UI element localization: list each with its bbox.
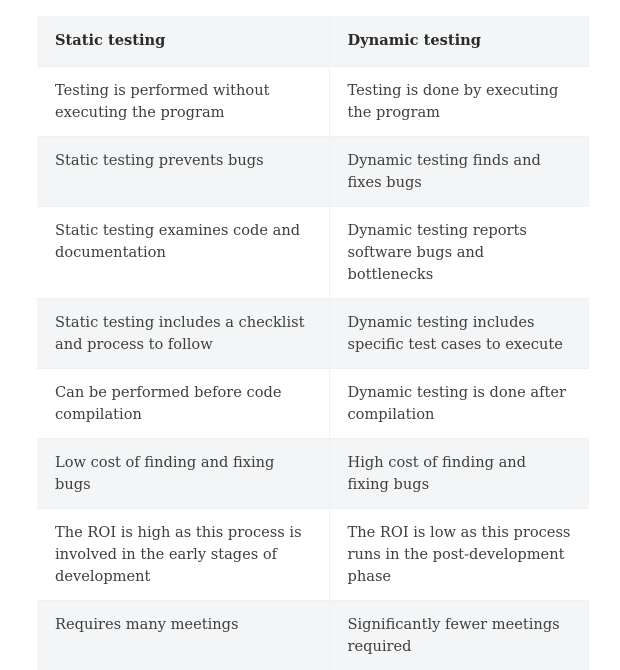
static-cell: Testing is performed without executing the program bbox=[37, 67, 329, 137]
table-row bbox=[37, 369, 589, 439]
table-row bbox=[37, 207, 589, 299]
table-header-row bbox=[37, 16, 589, 67]
table-row bbox=[37, 509, 589, 601]
static-cell: Static testing includes a checklist and process to follow bbox=[37, 299, 329, 369]
dynamic-cell: Dynamic testing is done after compilation bbox=[329, 369, 589, 439]
dynamic-cell: Dynamic testing reports software bugs and bottlenecks bbox=[329, 207, 589, 299]
header-static-testing: Static testing bbox=[37, 16, 329, 67]
dynamic-cell: Testing is done by executing the program bbox=[329, 67, 589, 137]
static-cell: The ROI is high as this process is involved in the early stages of development bbox=[37, 509, 329, 601]
static-cell: Static testing examines code and documentation bbox=[37, 207, 329, 299]
comparison-table-container bbox=[37, 16, 589, 670]
dynamic-cell: Significantly fewer meetings required bbox=[329, 601, 589, 670]
table-row bbox=[37, 299, 589, 369]
dynamic-cell: The ROI is low as this process runs in the post-development phase bbox=[329, 509, 589, 601]
header-dynamic-testing: Dynamic testing bbox=[329, 16, 589, 67]
table-row bbox=[37, 439, 589, 509]
table-row bbox=[37, 67, 589, 137]
dynamic-cell: Dynamic testing finds and fixes bugs bbox=[329, 137, 589, 207]
static-cell: Low cost of finding and fixing bugs bbox=[37, 439, 329, 509]
dynamic-cell: Dynamic testing includes specific test cases to execute bbox=[329, 299, 589, 369]
static-cell: Can be performed before code compilation bbox=[37, 369, 329, 439]
static-cell: Static testing prevents bugs bbox=[37, 137, 329, 207]
static-cell: Requires many meetings bbox=[37, 601, 329, 670]
dynamic-cell: High cost of finding and fixing bugs bbox=[329, 439, 589, 509]
comparison-table bbox=[37, 16, 589, 670]
table-row bbox=[37, 601, 589, 670]
table-row bbox=[37, 137, 589, 207]
